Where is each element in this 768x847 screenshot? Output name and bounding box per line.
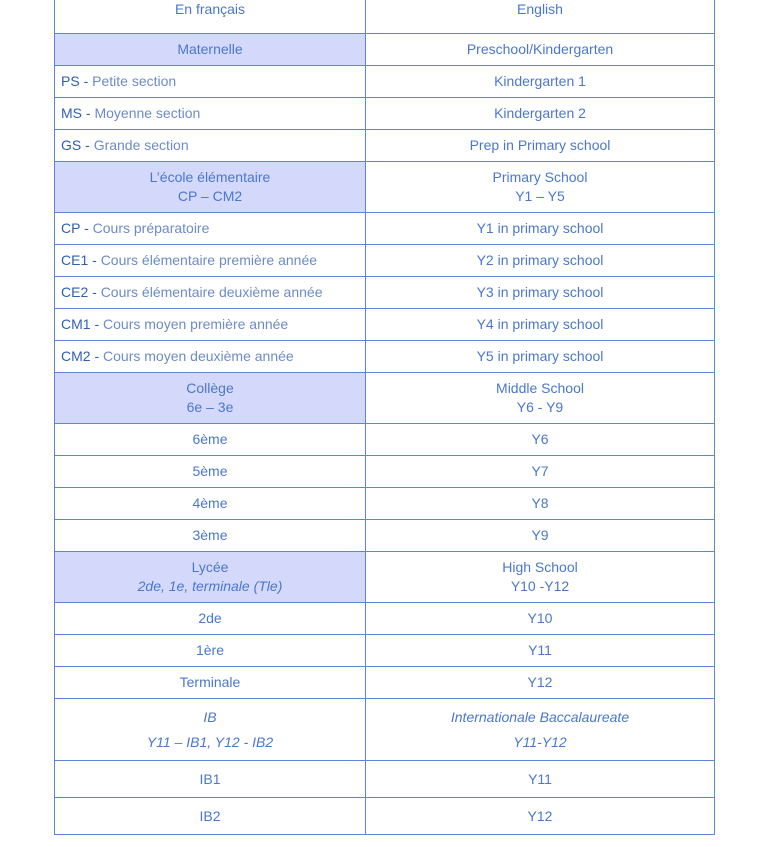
grade-sep: - <box>88 284 101 300</box>
table-row <box>55 245 715 277</box>
grade-fr-cell: 2de <box>55 603 366 635</box>
section-title-line2: CP – CM2 <box>177 188 243 204</box>
section-title-line1: L’école élémentaire <box>149 169 271 185</box>
grade-desc: Cours moyen première année <box>103 316 289 332</box>
table-row <box>55 667 715 699</box>
table-row <box>55 488 715 520</box>
grade-en-cell: Y5 in primary school <box>366 341 715 373</box>
grade-sep: - <box>82 105 95 121</box>
section-title-line1: Middle School <box>496 380 584 396</box>
table-row <box>55 635 715 667</box>
grade-sep: - <box>79 73 93 89</box>
section-title-line1: Primary School <box>492 169 588 185</box>
grade-en-cell: Y2 in primary school <box>366 245 715 277</box>
grade-en-cell: Y4 in primary school <box>366 309 715 341</box>
table-row <box>55 130 715 162</box>
grade-en-cell: Y3 in primary school <box>366 277 715 309</box>
section-title-line1: Lycée <box>191 559 229 575</box>
section-title-line2: Y11-Y12 <box>513 733 567 750</box>
grade-fr-cell: 1ère <box>55 635 366 667</box>
section-title-line1: Internationale Baccalaureate <box>450 708 630 725</box>
section-title-fr <box>55 373 366 424</box>
grade-en-cell: Y10 <box>366 603 715 635</box>
grade-fr-cell <box>55 66 366 98</box>
grade-abbr: MS <box>61 105 82 121</box>
section-title-fr <box>55 699 366 761</box>
table-row <box>55 98 715 130</box>
section-title-en <box>366 373 715 424</box>
grade-abbr: PS <box>61 73 80 89</box>
grade-desc: Grande section <box>93 137 189 153</box>
header-french: En français <box>55 0 366 34</box>
grade-fr-cell <box>55 213 366 245</box>
grade-fr-cell: IB2 <box>55 798 366 835</box>
section-row-lycee <box>55 552 715 603</box>
table-row <box>55 424 715 456</box>
table-row <box>55 603 715 635</box>
section-title-fr <box>55 552 366 603</box>
section-row-ib <box>55 699 715 761</box>
section-title-line2: Y1 – Y5 <box>515 188 565 204</box>
grade-sep: - <box>90 348 104 364</box>
grade-fr-cell <box>55 130 366 162</box>
grade-fr-cell: 4ème <box>55 488 366 520</box>
table-row <box>55 277 715 309</box>
section-title-line1: Collège <box>186 380 234 396</box>
section-title-line1: IB <box>203 708 217 725</box>
section-title-line1: High School <box>502 559 578 575</box>
grade-desc: Petite section <box>92 73 177 89</box>
section-title-line2: Y11 – IB1, Y12 - IB2 <box>146 733 274 750</box>
header-english: English <box>366 0 715 34</box>
grade-desc: Cours préparatoire <box>92 220 210 236</box>
table-row <box>55 213 715 245</box>
grade-fr-cell <box>55 98 366 130</box>
grade-desc: Cours élémentaire première année <box>100 252 318 268</box>
grade-fr-cell: IB1 <box>55 761 366 798</box>
grade-sep: - <box>88 252 101 268</box>
section-title-line2: Y10 -Y12 <box>510 578 570 594</box>
grade-fr-cell <box>55 341 366 373</box>
grade-en-cell: Y6 <box>366 424 715 456</box>
grade-fr-cell <box>55 245 366 277</box>
table-row <box>55 341 715 373</box>
grade-abbr: CE1 <box>61 252 89 268</box>
grade-en-cell: Y8 <box>366 488 715 520</box>
grade-en-cell: Y1 in primary school <box>366 213 715 245</box>
school-level-comparison-table <box>54 0 715 835</box>
grade-en-cell: Y12 <box>366 667 715 699</box>
grade-en-cell: Y11 <box>366 635 715 667</box>
grade-fr-cell: 3ème <box>55 520 366 552</box>
table-row <box>55 309 715 341</box>
section-title-en <box>366 552 715 603</box>
section-row-college <box>55 373 715 424</box>
grade-fr-cell: Terminale <box>55 667 366 699</box>
grade-en-cell: Y9 <box>366 520 715 552</box>
grade-en-cell: Y12 <box>366 798 715 835</box>
grade-desc: Cours élémentaire deuxième année <box>100 284 323 300</box>
grade-abbr: CM2 <box>61 348 91 364</box>
section-title-fr: Maternelle <box>55 34 366 66</box>
grade-sep: - <box>80 220 93 236</box>
grade-fr-cell <box>55 309 366 341</box>
table-row <box>55 520 715 552</box>
grade-en-cell: Y11 <box>366 761 715 798</box>
table-row <box>55 66 715 98</box>
section-title-line2: 6e – 3e <box>186 399 234 415</box>
table-header-row <box>55 0 715 34</box>
grade-fr-cell: 5ème <box>55 456 366 488</box>
grade-fr-cell: 6ème <box>55 424 366 456</box>
grade-abbr: CE2 <box>61 284 89 300</box>
table-row <box>55 456 715 488</box>
grade-sep: - <box>90 316 104 332</box>
table-row <box>55 761 715 798</box>
grade-abbr: CM1 <box>61 316 91 332</box>
grade-desc: Cours moyen deuxième année <box>103 348 294 364</box>
grade-en-cell: Y7 <box>366 456 715 488</box>
section-row-maternelle <box>55 34 715 66</box>
table-row <box>55 798 715 835</box>
section-row-elementaire <box>55 162 715 213</box>
section-title-en: Preschool/Kindergarten <box>366 34 715 66</box>
grade-desc: Moyenne section <box>94 105 201 121</box>
section-title-line2: 2de, 1e, terminale (Tle) <box>137 578 283 594</box>
section-title-line2: Y6 - Y9 <box>516 399 564 415</box>
section-title-en <box>366 162 715 213</box>
grade-fr-cell <box>55 277 366 309</box>
grade-sep: - <box>81 137 94 153</box>
grade-en-cell: Prep in Primary school <box>366 130 715 162</box>
grade-abbr: GS <box>61 137 82 153</box>
section-title-fr <box>55 162 366 213</box>
grade-abbr: CP <box>61 220 81 236</box>
grade-en-cell: Kindergarten 1 <box>366 66 715 98</box>
grade-en-cell: Kindergarten 2 <box>366 98 715 130</box>
section-title-en <box>366 699 715 761</box>
